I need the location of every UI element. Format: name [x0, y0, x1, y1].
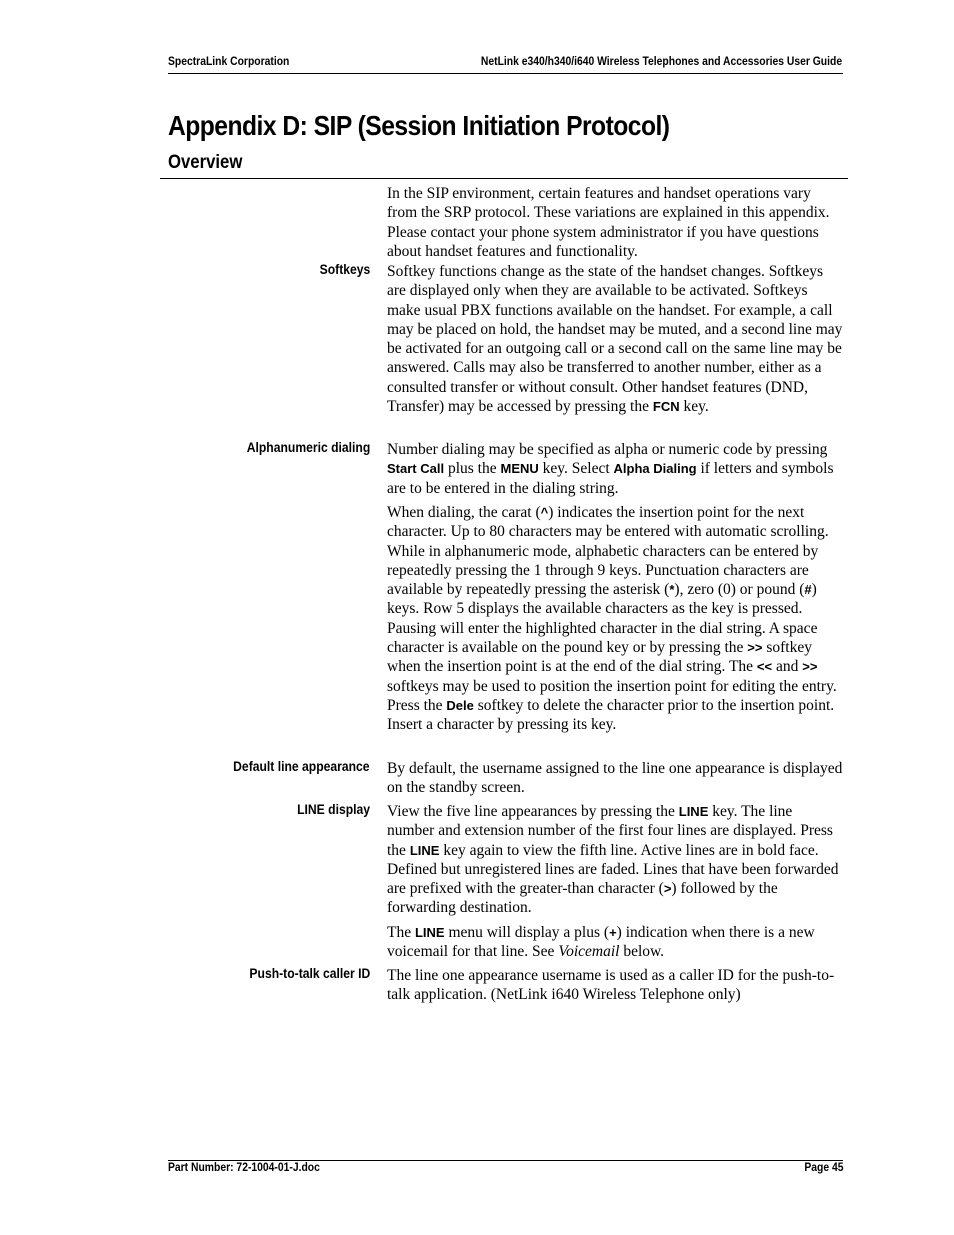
- carat-key: ^: [540, 505, 549, 520]
- page-header: [168, 54, 843, 74]
- softkeys-label: Softkeys: [319, 262, 370, 277]
- softkeys-paragraph: [387, 262, 843, 416]
- forward-softkey-2: >>: [802, 659, 818, 675]
- header-guide-title: NetLink e340/h340/i640 Wireless Telephones and Accessories User Guide: [480, 56, 843, 68]
- page-title: Appendix D: SIP (Session Initiation Protocol): [168, 110, 670, 141]
- line-text-1b: key. The line number and extension number of the first four lines are displayed. Press the: [387, 803, 833, 859]
- default-line-label: Default line appearance: [233, 759, 370, 774]
- line-display-p2-text: [387, 923, 843, 962]
- header-company: SpectraLink Corporation: [168, 56, 290, 68]
- alpha-dialing-p1: [387, 440, 843, 498]
- greater-than-key: >: [663, 881, 672, 897]
- alpha-dialing-p1-text: [387, 440, 843, 498]
- alpha-text-2d: ) keys. Row 5 displays the available characters as the key is pressed. Pausing will enter the highlighted character in the dial string. A space character is available on the pound key or by pressing the: [387, 581, 818, 657]
- softkeys-text-end: key.: [683, 398, 709, 416]
- asterisk-key: *: [669, 582, 675, 598]
- softkeys-text-block: [387, 262, 843, 416]
- line-text-2d: below.: [623, 943, 665, 961]
- alpha-dialing-p2-text: [387, 503, 843, 735]
- line-display-p2: [387, 923, 843, 962]
- alpha-dialing-label: Alphanumeric dialing: [246, 440, 370, 455]
- voicemail-reference: Voicemail: [558, 943, 620, 961]
- footer-page-number: Page 45: [803, 1162, 843, 1174]
- intro-paragraph: [387, 184, 843, 261]
- alpha-text-1b: plus the: [447, 460, 497, 478]
- section-heading: Overview: [168, 152, 243, 173]
- line-display-p1-text: [387, 802, 843, 918]
- alpha-text-2b: ) indicates the insertion point for the next character. Up to 80 characters may be entered with automatic scrolling. While in alphanumeric mode, alphabetic characters can be entered by repeatedly pressing the 1 through 9 keys. Punctuation characters are available by repeatedly pressing the asterisk (: [387, 504, 829, 599]
- back-softkey: <<: [756, 659, 773, 675]
- alpha-text-2f: and: [775, 658, 799, 676]
- section-rule: [160, 178, 848, 179]
- pound-key: #: [804, 582, 812, 598]
- line-text-2b: menu will display a plus (: [448, 924, 610, 941]
- footer-part-number: Part Number: 72-1004-01-J.doc: [168, 1162, 320, 1174]
- line-display-label: LINE display: [297, 802, 370, 817]
- header-rule: [168, 73, 843, 74]
- alpha-text-2e: softkey when the insertion point is at the end of the dial string. The: [387, 639, 812, 676]
- menu-key: MENU: [500, 461, 539, 477]
- line-key-3: LINE: [414, 925, 445, 940]
- alpha-text-1a: Number dialing may be specified as alpha or numeric code by pressing: [387, 441, 828, 458]
- intro-text: In the SIP environment, certain features and handset operations vary from the SRP protocol. These variations are explained in this appendix. Please contact your phone system administrator if you have questions about handset features and functionality.: [387, 185, 830, 260]
- line-text-1d: ) followed by the forwarding destination.: [387, 880, 778, 917]
- forward-softkey: >>: [747, 640, 763, 656]
- line-key-2: LINE: [409, 842, 440, 858]
- line-key: LINE: [678, 804, 709, 819]
- softkeys-text: Softkey functions change as the state of the handset changes. Softkeys are displayed only when they are available to be activated. Softkeys make usual PBX functions available on the handset. For example, a call may be placed on hold, the handset may be muted, and a second line may be activated for an outgoing call or a second call on the same line may be answered. Calls may also be transferred to another number, either as a consulted transfer or without consult. Other handset features (DND, Transfer) may be accessed by pressing the: [387, 263, 843, 416]
- default-line-text: By default, the username assigned to the line one appearance is displayed on the standby screen.: [387, 760, 843, 797]
- alpha-text-2g: softkeys may be used to position the insertion point for editing the entry. Press the: [387, 677, 837, 714]
- alpha-text-2c: ), zero (0) or pound (: [674, 581, 805, 599]
- ptt-paragraph: [387, 966, 843, 1005]
- dele-softkey: Dele: [446, 697, 474, 713]
- alpha-text-2h: softkey to delete the character prior to the insertion point. Insert a character by pressing its key.: [387, 696, 835, 734]
- start-call-key: Start Call: [387, 461, 445, 477]
- alpha-text-2a: When dialing, the carat (: [387, 504, 541, 521]
- page-footer: [168, 1162, 843, 1180]
- default-line-paragraph: [387, 759, 843, 798]
- line-display-p1: [387, 802, 843, 918]
- line-text-2c: ) indication when there is a new voicemail for that line. See: [387, 924, 815, 961]
- ptt-text: The line one appearance username is used as a caller ID for the push-to-talk application. (NetLink i640 Wireless Telephone only): [387, 967, 835, 1004]
- fcn-key: FCN: [652, 399, 680, 415]
- footer-rule: [168, 1160, 843, 1161]
- alpha-text-1c: key. Select: [542, 460, 610, 478]
- plus-key: +: [609, 925, 617, 940]
- alpha-dialing-key: Alpha Dialing: [613, 461, 697, 477]
- line-text-1c: key again to view the fifth line. Active lines are in bold face. Defined but unregistered lines are faded. Lines that have been forwarded are prefixed with the greater-than character (: [387, 841, 839, 898]
- line-text-1a: View the five line appearances by pressing the: [387, 803, 675, 820]
- alpha-text-1d: if letters and symbols are to be entered in the dialing string.: [387, 460, 834, 497]
- line-text-2a: The: [387, 924, 412, 941]
- ptt-label: Push-to-talk caller ID: [249, 966, 370, 981]
- alpha-dialing-p2: [387, 503, 843, 735]
